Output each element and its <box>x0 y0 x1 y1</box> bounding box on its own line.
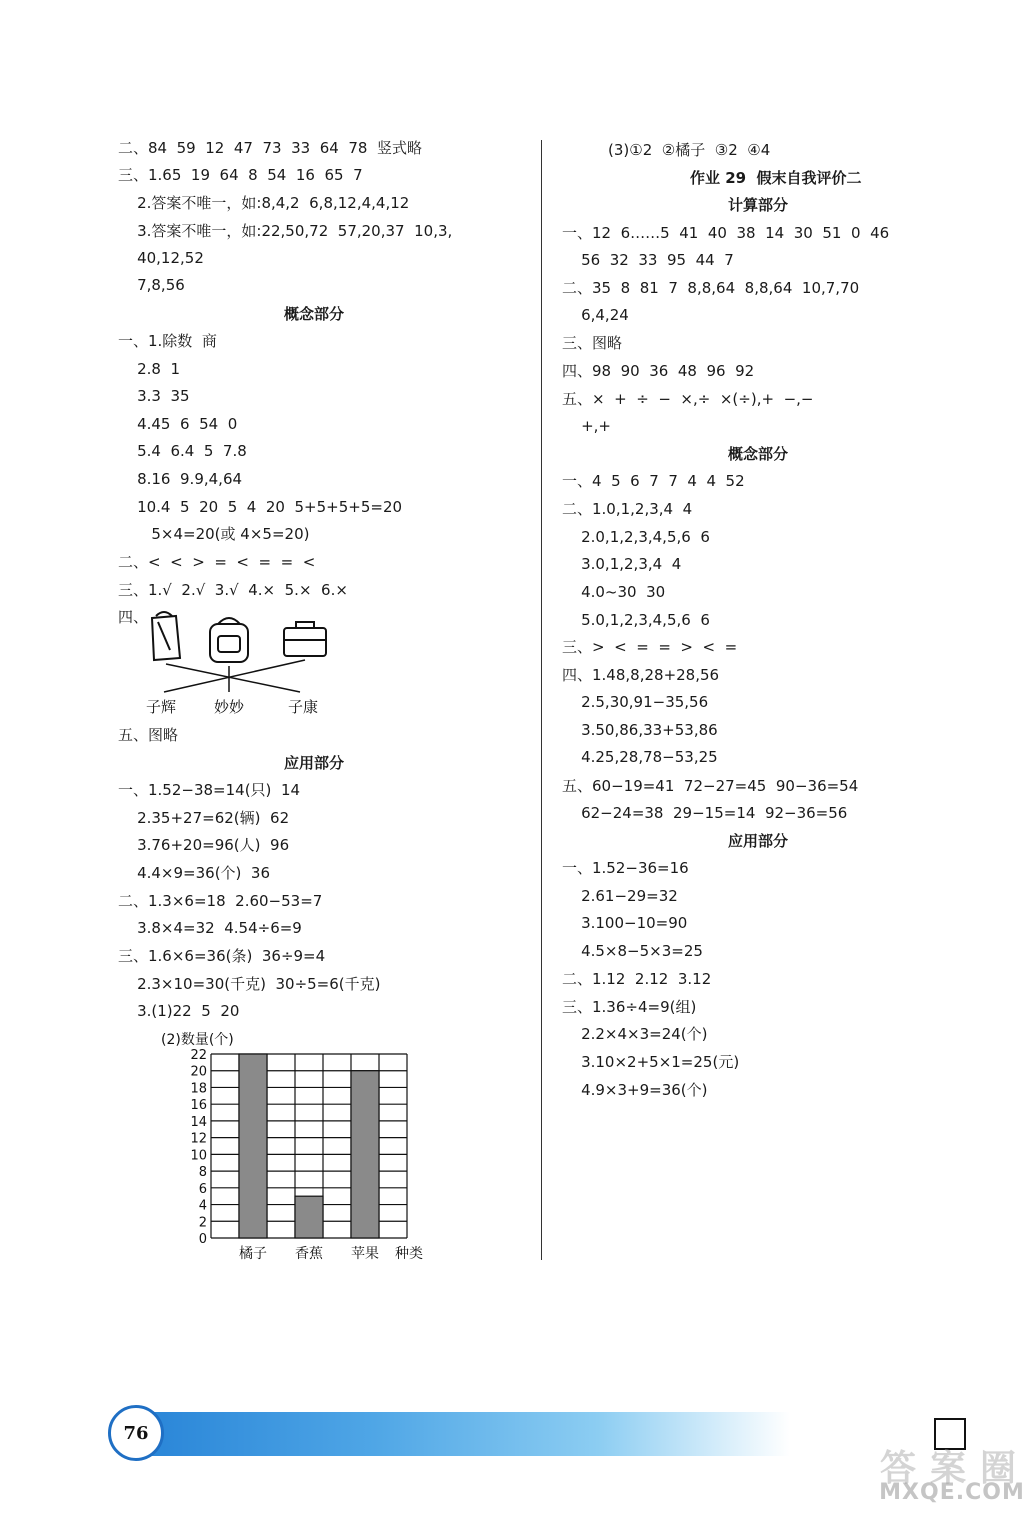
answer-line: 三、1.6×6=36(条) 36÷9=4 <box>118 947 326 965</box>
y-tick-label: 16 <box>190 1098 207 1114</box>
x-category-label: 橘子 <box>239 1246 267 1262</box>
answer-line: 62−24=38 29−15=14 92−36=56 <box>562 804 848 822</box>
chart-title: (2)数量(个) <box>161 1032 234 1048</box>
bar-香蕉 <box>295 1196 323 1238</box>
answer-line: 三、1.√ 2.√ 3.√ 4.× 5.× 6.× <box>118 581 348 599</box>
answer-line: 二、< < > = < = = < <box>118 553 316 571</box>
answer-line: 二、1.0,1,2,3,4 4 <box>562 500 693 518</box>
watermark-char: 案 <box>930 1448 967 1489</box>
bar-chart <box>155 1026 445 1266</box>
answer-line: 二、35 8 81 7 8,8,64 8,8,64 10,7,70 <box>562 279 860 297</box>
answer-line: 2.3×10=30(千克) 30÷5=6(千克) <box>118 975 381 993</box>
section-heading: 概念部分 <box>284 305 345 323</box>
answer-line: 3.76+20=96(人) 96 <box>118 836 290 854</box>
answer-line: +,+ <box>562 417 611 435</box>
answer-line: 四、98 90 36 48 96 92 <box>562 362 755 380</box>
briefcase-icon <box>284 622 326 656</box>
answer-line: 3.50,86,33+53,86 <box>562 721 718 739</box>
x-category-label: 苹果 <box>351 1246 379 1262</box>
answer-line: 三、图略 <box>562 334 623 352</box>
answer-line: 一、12 6……5 41 40 38 14 30 51 0 46 <box>562 224 890 242</box>
answer-line: (3)①2 ②橘子 ③2 ④4 <box>608 141 771 159</box>
bar-苹果 <box>351 1071 379 1238</box>
section-heading: 计算部分 <box>728 196 789 214</box>
y-tick-label: 10 <box>190 1148 207 1164</box>
x-axis-label: 种类 <box>395 1246 423 1262</box>
y-tick-label: 22 <box>190 1048 207 1063</box>
answer-line: 40,12,52 <box>118 249 204 267</box>
watermark: MXQE.COM <box>879 1480 1025 1505</box>
answer-line: 五、图略 <box>118 726 179 744</box>
section-heading: 应用部分 <box>728 832 789 850</box>
answer-line: 7,8,56 <box>118 276 185 294</box>
watermark-char: 圈 <box>980 1448 1017 1489</box>
watermark-char: 答 <box>880 1448 917 1489</box>
y-tick-label: 2 <box>198 1215 207 1231</box>
name-label: 妙妙 <box>214 698 245 716</box>
answer-line: 4.5×8−5×3=25 <box>562 942 703 960</box>
answer-line: 2.2×4×3=24(个) <box>562 1025 708 1043</box>
answer-line: 8.16 9.9,4,64 <box>118 470 243 488</box>
answer-line: 3.0,1,2,3,4 4 <box>562 555 682 573</box>
answer-line: 四、 <box>118 608 149 626</box>
name-label: 子康 <box>288 698 319 716</box>
x-category-label: 香蕉 <box>295 1246 323 1262</box>
matching-lines <box>164 660 305 692</box>
section-heading: 概念部分 <box>728 445 789 463</box>
answer-line: 3.8×4=32 4.54÷6=9 <box>118 919 302 937</box>
footer-band <box>150 1412 790 1456</box>
answer-line: 一、1.52−38=14(只) 14 <box>118 781 301 799</box>
answer-line: 三、> < = = > < = <box>562 638 738 656</box>
answer-line: 4.9×3+9=36(个) <box>562 1081 708 1099</box>
name-label: 子辉 <box>146 698 177 716</box>
answer-line: 一、4 5 6 7 7 4 4 52 <box>562 472 745 490</box>
answer-line: 2.61−29=32 <box>562 887 678 905</box>
backpack-icon <box>210 618 248 662</box>
y-tick-label: 14 <box>190 1114 207 1130</box>
answer-line: 5.0,1,2,3,4,5,6 6 <box>562 611 710 629</box>
y-tick-label: 6 <box>198 1181 207 1197</box>
answer-line: 4.45 6 54 0 <box>118 415 238 433</box>
y-tick-label: 12 <box>190 1131 207 1147</box>
answer-line: 4.4×9=36(个) 36 <box>118 864 271 882</box>
answer-line: 二、1.3×6=18 2.60−53=7 <box>118 892 323 910</box>
bar-橘子 <box>239 1054 267 1238</box>
answer-line: 2.8 1 <box>118 360 181 378</box>
answer-line: 二、84 59 12 47 73 33 64 78 竖式略 <box>118 139 422 157</box>
answer-line: 6,4,24 <box>562 306 629 324</box>
answer-line: 五、60−19=41 72−27=45 90−36=54 <box>562 777 859 795</box>
answer-line: 四、1.48,8,28+28,56 <box>562 666 720 684</box>
bag-icon <box>152 612 180 660</box>
matching-figure <box>140 610 350 720</box>
answer-line: 2.0,1,2,3,4,5,6 6 <box>562 528 710 546</box>
answer-line: 2.35+27=62(辆) 62 <box>118 809 290 827</box>
answer-line: 3.答案不唯一，如:22,50,72 57,20,37 10,3, <box>118 222 453 240</box>
answer-line: 4.25,28,78−53,25 <box>562 748 718 766</box>
y-tick-label: 8 <box>198 1165 207 1181</box>
answer-line: 三、1.65 19 64 8 54 16 65 7 <box>118 166 363 184</box>
column-divider <box>541 140 542 1260</box>
answer-line: 3.3 35 <box>118 387 190 405</box>
answer-line: 5×4=20(或 4×5=20) <box>118 525 310 543</box>
y-tick-label: 4 <box>198 1198 207 1214</box>
section-heading: 应用部分 <box>284 754 345 772</box>
answer-line: 2.答案不唯一，如:8,4,2 6,8,12,4,4,12 <box>118 194 410 212</box>
y-tick-label: 0 <box>198 1232 207 1247</box>
answer-line: 4.0~30 30 <box>562 583 666 601</box>
answer-line: 五、× + ÷ − ×,÷ ×(÷),+ −,− <box>562 390 814 408</box>
answer-line: 3.100−10=90 <box>562 914 688 932</box>
answer-line: 一、1.除数 商 <box>118 332 217 350</box>
answer-line: 10.4 5 20 5 4 20 5+5+5+5=20 <box>118 498 403 516</box>
assignment-title: 作业 29 假末自我评价二 <box>690 169 862 187</box>
answer-line: 一、1.52−36=16 <box>562 859 689 877</box>
answer-line: 3.10×2+5×1=25(元) <box>562 1053 740 1071</box>
y-tick-label: 20 <box>190 1064 207 1080</box>
answer-line: 5.4 6.4 5 7.8 <box>118 442 247 460</box>
page-number: 76 <box>108 1405 164 1461</box>
answer-line: 2.5,30,91−35,56 <box>562 693 709 711</box>
answer-line: 3.(1)22 5 20 <box>118 1002 240 1020</box>
answer-line: 56 32 33 95 44 7 <box>562 251 734 269</box>
answer-line: 二、1.12 2.12 3.12 <box>562 970 712 988</box>
y-tick-label: 18 <box>190 1081 207 1097</box>
answer-line: 三、1.36÷4=9(组) <box>562 998 697 1016</box>
